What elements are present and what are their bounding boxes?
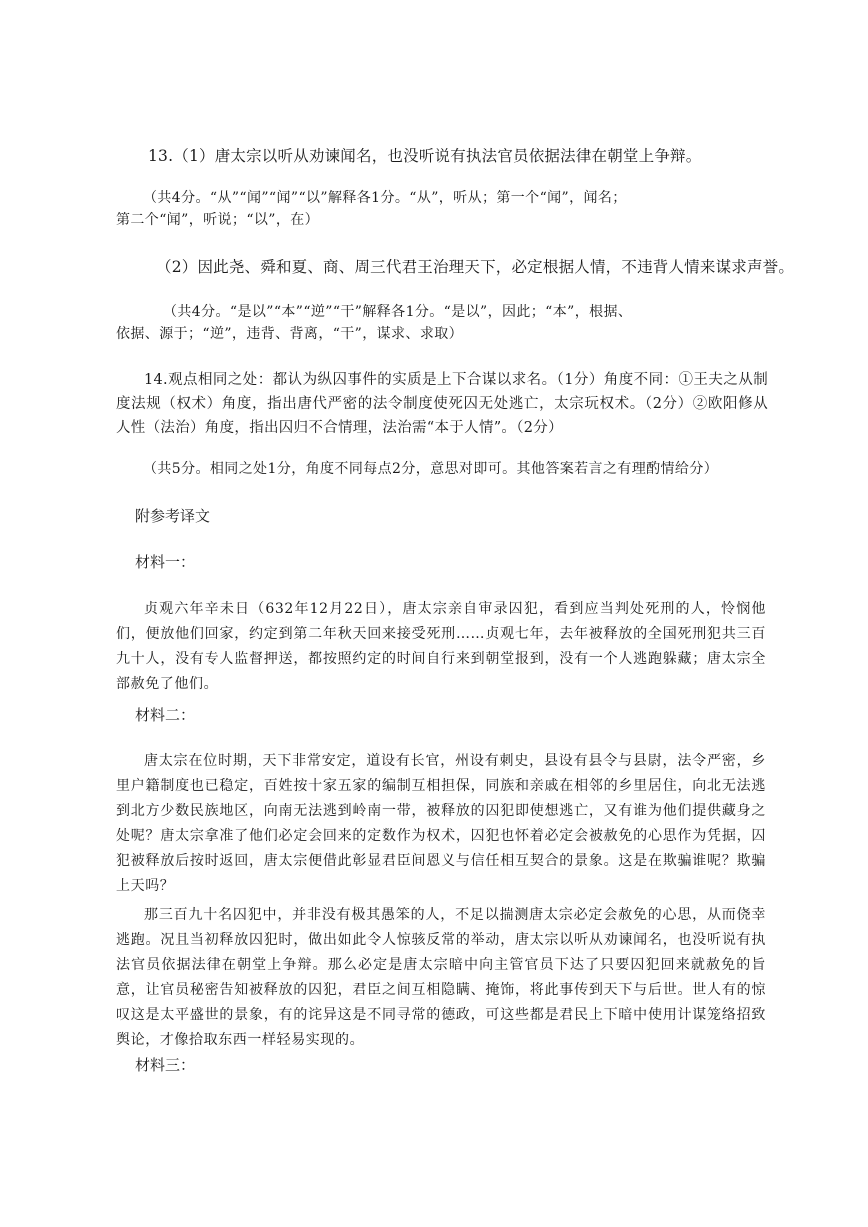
material-2-heading: 材料二： (135, 706, 196, 724)
q13-part1-score-line2: 第二个“闻”，听说；“以”，在） (116, 212, 320, 228)
material-2-text-continued: 那三百九十名囚犯中，并非没有极其愚笨的人，不足以揣测唐太宗必定会赦免的心思，从而侥幸逃跑。况且当初释放囚犯时，做出如此令人惊骇反常的举动，唐太宗以听从劝谏闻名，也没听说有执法官员依据法律在朝堂上争辩。那么必定是唐太宗暗中向主管官员下达了只要囚犯回来就赦免的旨意，让官员秘密告知被释放的囚犯，君臣之间互相隐瞒、掩饰，将此事传到天下与后世。世人有的惊叹这是太平盛世的景象，有的诧异这是不同寻常的德政，可这些都是君民上下暗中使用计谋笼络招致舆论，才像拾取东西一样轻易实现的。 (116, 907, 766, 1048)
q14-answer: 14.观点相同之处：都认为纵囚事件的实质是上下合谋以求名。（1分）角度不同：①王夫之从制度法规（权术）角度，指出唐代严密的法令制度使死囚无处逃亡，太宗玩权术。（2分）②欧阳修从人性（法治）角度，指出囚归不合情理，法治需“本于人情”。（2分） (116, 372, 768, 436)
q13-part2-score-line2: 依据、源于；“逆”，违背、背离，“干”，谋求、求取） (116, 326, 464, 342)
material-1-text: 贞观六年辛未日（632年12月22日），唐太宗亲自审录囚犯，看到应当判处死刑的人，怜悯他们，便放他们回家，约定到第二年秋天回来接受死刑……贞观七年，去年被释放的全国死刑犯共三百九十人，没有专人监督押送，都按照约定的时间自行来到朝堂报到，没有一个人逃跑躲藏；唐太宗全部赦免了他们。 (116, 601, 766, 692)
q14-score-note: （共5分。相同之处1分，角度不同每点2分，意思对即可。其他答案若言之有理酌情给分） (143, 461, 719, 477)
material-1-heading: 材料一： (135, 553, 196, 571)
material-3-heading: 材料三： (135, 1056, 196, 1074)
material-2-text: 唐太宗在位时期，天下非常安定，道设有长官，州设有刺史，县设有县令与县尉，法令严密，乡里户籍制度也已稳定，百姓按十家五家的编制互相担保，同族和亲戚在相邻的乡里居住，向北无法逃到北方少数民族地区，向南无法逃到岭南一带，被释放的囚犯即使想逃亡，又有谁为他们提供藏身之处呢？唐太宗拿准了他们必定会回来的定数作为权术，囚犯也怀着必定会被赦免的心思作为凭据，囚犯被释放后按时返回，唐太宗便借此彰显君臣间恩义与信任相互契合的景象。这是在欺骗谁呢？欺骗上天吗？ (116, 753, 766, 894)
q13-part2-answer: （2）因此尧、舜和夏、商、周三代君王治理天下，必定根据人情，不违背人情来谋求声誉。 (156, 258, 795, 276)
q13-part1-score-line1: （共4分。“从”“闻”“闻”“以”解释各1分。“从”，听从；第一个“闻”，闻名； (143, 190, 627, 206)
q13-part2-score-line1: （共4分。“是以”“本”“逆”“干”解释各1分。“是以”，因此；“本”，根据、 (163, 304, 633, 320)
q13-part1-answer: 13.（1）唐太宗以听从劝谏闻名，也没听说有执法官员依据法律在朝堂上争辩。 (148, 147, 702, 165)
translation-heading: 附参考译文 (135, 507, 211, 525)
